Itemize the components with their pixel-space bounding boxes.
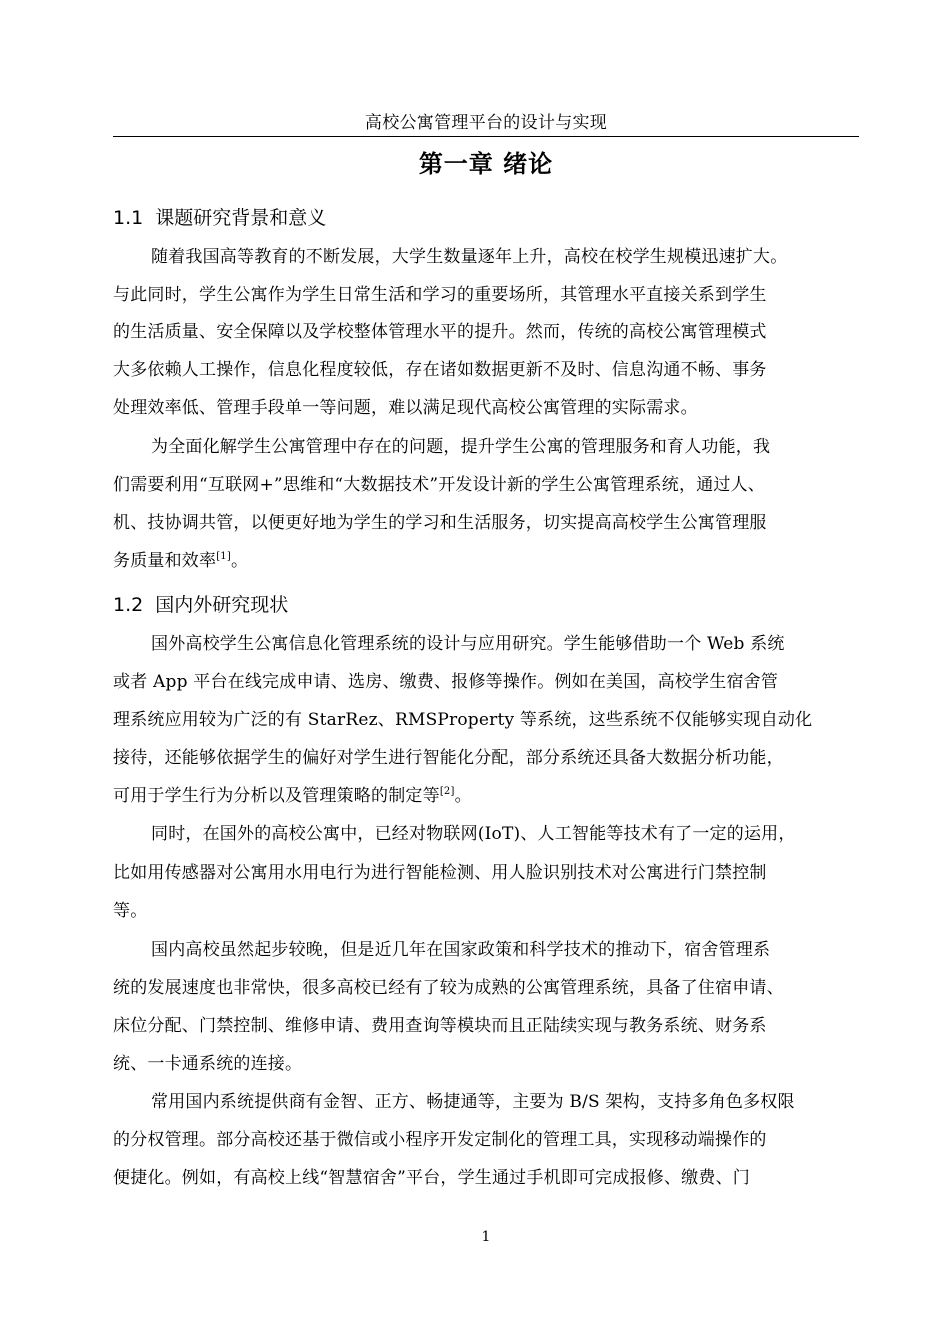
paragraph-text: 可用于学生行为分析以及管理策略的制定等	[113, 786, 440, 806]
paragraph-line: 便捷化。例如，有高校上线“智慧宿舍”平台，学生通过手机即可完成报修、缴费、门	[113, 1168, 750, 1188]
paragraph-line: 接待，还能够依据学生的偏好对学生进行智能化分配，部分系统还具备大数据分析功能，	[113, 748, 784, 768]
paragraph-line: 为全面化解学生公寓管理中存在的问题，提升学生公寓的管理服务和育人功能，我	[151, 437, 771, 457]
paragraph-line: 统、一卡通系统的连接。	[113, 1054, 303, 1074]
section-title: 课题研究背景和意义	[155, 207, 327, 229]
paragraph-line: 机、技协调共管，以便更好地为学生的学习和生活服务，切实提高高校学生公寓管理服	[113, 513, 767, 533]
paragraph-line: 国外高校学生公寓信息化管理系统的设计与应用研究。学生能够借助一个 Web 系统	[151, 634, 785, 654]
paragraph-text: 。	[454, 786, 472, 806]
section-number: 1.1	[113, 207, 144, 229]
paragraph-line: 统的发展速度也非常快，很多高校已经有了较为成熟的公寓管理系统，具备了住宿申请、	[113, 978, 784, 998]
paragraph-text: 。	[230, 551, 249, 571]
section-heading-1-1	[113, 205, 859, 231]
paragraph-line: 同时，在国外的高校公寓中，已经对物联网(IoT)、人工智能等技术有了一定的运用，	[151, 824, 796, 844]
running-header: 高校公寓管理平台的设计与实现	[364, 113, 608, 133]
paragraph-line	[113, 785, 859, 807]
paragraph-line: 或者 App 平台在线完成申请、选房、缴费、报修等操作。例如在美国，高校学生宿舍管	[113, 672, 779, 692]
paragraph-line: 的生活质量、安全保障以及学校整体管理水平的提升。然而，传统的高校公寓管理模式	[113, 322, 767, 342]
paragraph-line: 的分权管理。部分高校还基于微信或小程序开发定制化的管理工具，实现移动端操作的	[113, 1130, 767, 1150]
citation-ref-1[interactable]: [1]	[216, 551, 231, 562]
paragraph-line: 等。	[113, 901, 148, 921]
paragraph-line	[113, 550, 859, 572]
paragraph-line: 常用国内系统提供商有金智、正方、畅捷通等，主要为 B/S 架构，支持多角色多权限	[151, 1092, 795, 1112]
paragraph-line: 比如用传感器对公寓用水用电行为进行智能检测、用人脸识别技术对公寓进行门禁控制	[113, 863, 767, 883]
header-divider	[113, 136, 859, 137]
paragraph-text: 务质量和效率	[113, 551, 217, 571]
section-title: 国内外研究现状	[155, 594, 289, 616]
citation-ref-2[interactable]: [2]	[439, 786, 455, 797]
paragraph-line: 与此同时，学生公寓作为学生日常生活和学习的重要场所，其管理水平直接关系到学生	[113, 285, 767, 305]
paragraph-line: 国内高校虽然起步较晚，但是近几年在国家政策和科学技术的推动下，宿舍管理系	[151, 940, 771, 960]
page-number: 1	[481, 1229, 491, 1245]
paragraph-line: 理系统应用较为广泛的有 StarRez、RMSProperty 等系统，这些系统不仅能够实现自动化	[113, 710, 813, 730]
paragraph-line: 们需要利用“互联网+”思维和“大数据技术”开发设计新的学生公寓管理系统，通过人、	[113, 475, 766, 495]
section-heading-1-2	[113, 592, 859, 618]
paragraph-line: 随着我国高等教育的不断发展，大学生数量逐年上升，高校在校学生规模迅速扩大。	[151, 247, 788, 267]
paragraph-line: 床位分配、门禁控制、维修申请、费用查询等模块而且正陆续实现与教务系统、财务系	[113, 1016, 767, 1036]
chapter-title: 第一章 绪论	[418, 150, 554, 178]
paragraph-line: 处理效率低、管理手段单一等问题，难以满足现代高校公寓管理的实际需求。	[113, 398, 698, 418]
paragraph-line: 大多依赖人工操作，信息化程度较低，存在诸如数据更新不及时、信息沟通不畅、事务	[113, 360, 767, 380]
section-number: 1.2	[113, 594, 144, 616]
